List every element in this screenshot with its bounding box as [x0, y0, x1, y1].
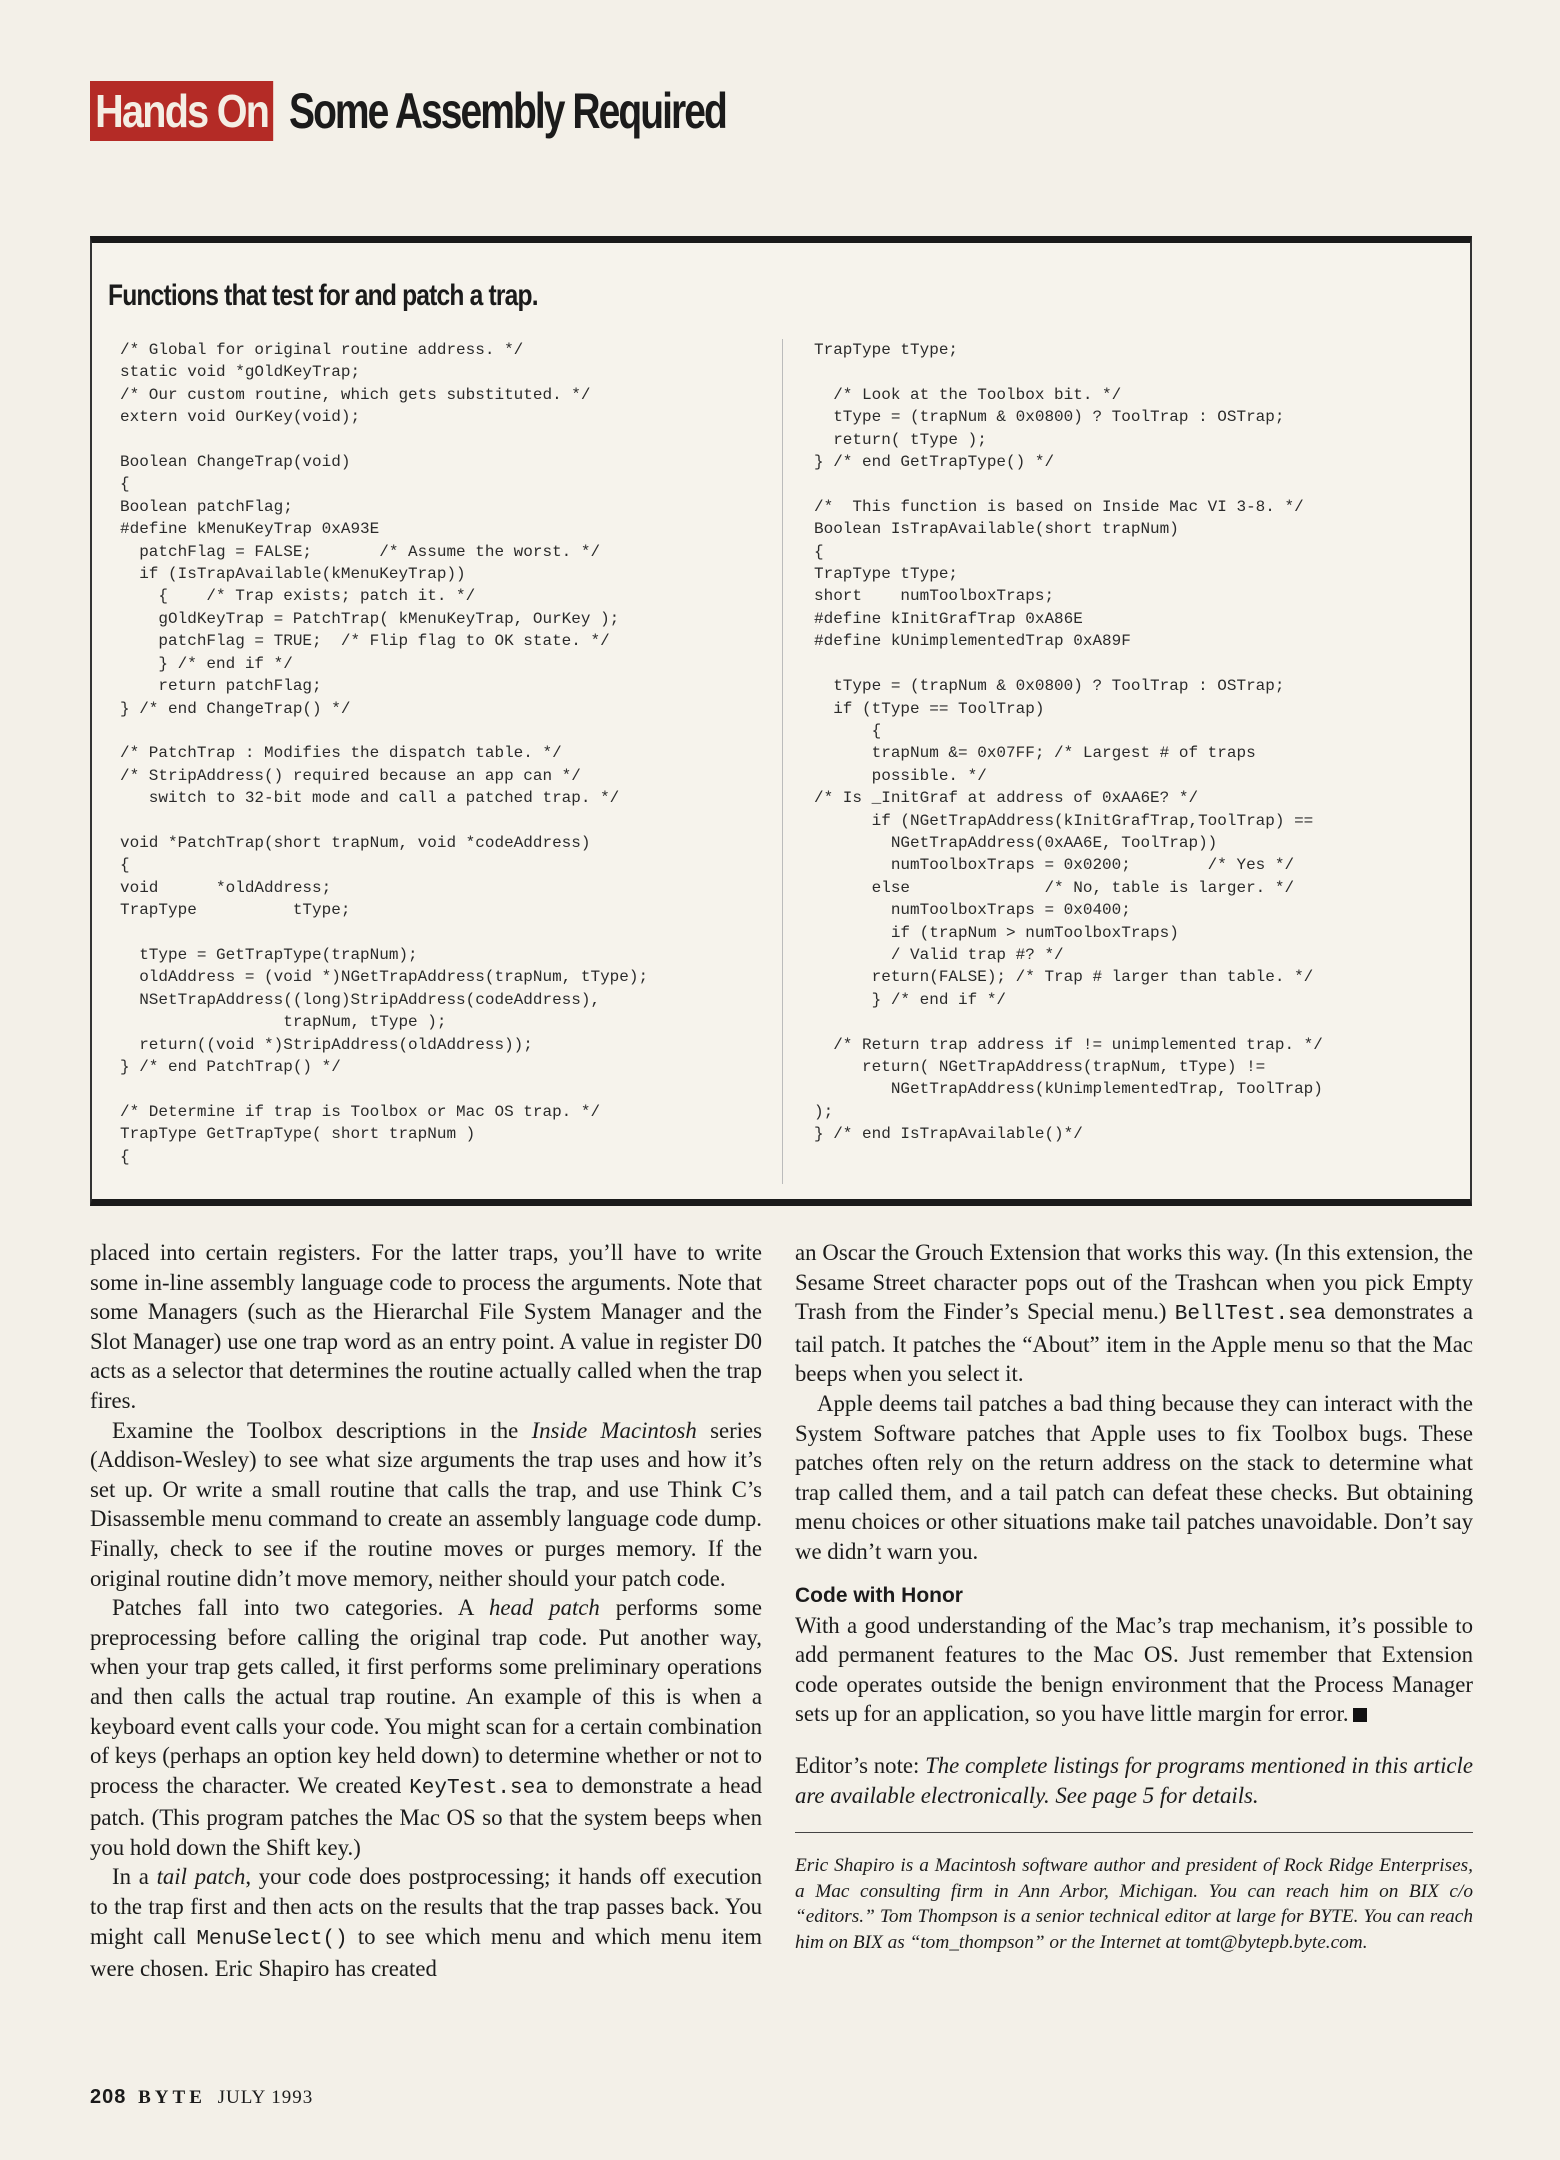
article-column-left	[90, 1238, 762, 1984]
divider	[795, 1832, 1473, 1833]
magazine-name: BYTE	[138, 2087, 206, 2108]
end-of-article-icon	[1353, 1708, 1367, 1722]
issue-date: JULY 1993	[217, 2087, 314, 2108]
code-listing-box	[90, 236, 1472, 1206]
code-listing-left: /* Global for original routine address. */ static void *gOldKeyTrap; /* Our custom routine, which gets substituted. */ extern void OurKey(void); Boolean ChangeTrap(void) { Boolean patchFlag; #define kMenuKeyTrap 0xA93E patchFlag = FALSE; /* Assume the worst. */ if (IsTrapAvailable(kMenuKeyTrap)) { /* Trap exists; patch it. */ gOldKeyTrap = PatchTrap( kMenuKeyTrap, OurKey ); patchFlag = TRUE; /* Flip flag to OK state. */ } /* end if */ return patchFlag; } /* end ChangeTrap() */ /* PatchTrap : Modifies the dispatch table. */ /* StripAddress() required because an app can */ switch to 32-bit mode and call a patched trap. */ void *PatchTrap(short trapNum, void *codeAddress) { void *oldAddress; TrapType tType; tType = GetTrapType(trapNum); oldAddress = (void *)NGetTrapAddress(trapNum, tType); NSetTrapAddress((long)StripAddress(codeAddress), trapNum, tType ); return((void *)StripAddress(oldAddress)); } /* end PatchTrap() */ /* Determine if trap is Toolbox or Mac OS trap. */ TrapType GetTrapType( short trapNum ) {	[120, 341, 649, 1166]
paragraph: an Oscar the Grouch Extension that works this way. (In this extension, the Sesame Street character pops out of the Trashcan when you pick Empty Trash from the Finder’s Special menu.) BellTest.sea demonstrates a tail patch. It patches the “About” item in the Apple menu so that the Mac beeps when you select it.	[795, 1240, 1473, 1387]
section-title: Some Assembly Required	[289, 83, 727, 139]
subheading: Code with Honor	[795, 1583, 963, 1607]
paragraph: Examine the Toolbox descriptions in the Inside Macintosh series (Addison-Wesley) to see what size arguments the trap uses and how it’s set up. Or write a small routine that calls the trap, and use Think C’s Disassemble menu command to create an assembly language code dump. Finally, check to see if the routine moves or purges memory. If the original routine didn’t move memory, neither should your patch code.	[90, 1417, 762, 1591]
section-badge: Hands On	[90, 81, 273, 141]
paragraph: In a tail patch, your code does postprocessing; it hands off execution to the trap first and then acts on the results that the trap passes back. You might call MenuSelect() to see which menu and which menu item were chosen. Eric Shapiro has created	[90, 1864, 762, 1982]
paragraph: Apple deems tail patches a bad thing because they can interact with the System Software patches that Apple uses to fix Toolbox bugs. These patches often rely on the return address on the stack to determine what trap called them, and a tail patch can defeat these checks. But obtaining menu choices or other situations make tail patches unavoidable. Don’t say we didn’t warn you.	[795, 1390, 1473, 1564]
page-number: 208	[90, 2086, 127, 2108]
article-column-right	[795, 1238, 1473, 1955]
listing-title: Functions that test for and patch a trap.	[108, 279, 538, 312]
editor-note: Editor’s note: The complete listings for programs mentioned in this article are available electronically. See page 5 for details.	[795, 1752, 1473, 1808]
section-header	[90, 80, 849, 142]
code-column-divider	[782, 339, 783, 1184]
paragraph: placed into certain registers. For the latter traps, you’ll have to write some in-line assembly language code to process the arguments. Note that some Managers (such as the Hierarchal File System Manager and the Slot Manager) use one trap word as an entry point. A value in register D0 acts as a selector that determines the routine actually called when the trap fires.	[90, 1240, 762, 1413]
code-listing-right: TrapType tType; /* Look at the Toolbox bit. */ tType = (trapNum & 0x0800) ? ToolTrap : OSTrap; return( tType ); } /* end GetTrapType() */ /* This function is based on Inside Mac VI 3-8. */ Boolean IsTrapAvailable(short trapNum) { TrapType tType; short numToolboxTraps; #define kInitGrafTrap 0xA86E #define kUnimplementedTrap 0xA89F tType = (trapNum & 0x0800) ? ToolTrap : OSTrap; if (tType == ToolTrap) { trapNum &= 0x07FF; /* Largest # of traps possible. */ /* Is _InitGraf at address of 0xAA6E? */ if (NGetTrapAddress(kInitGrafTrap,ToolTrap) == NGetTrapAddress(0xAA6E, ToolTrap)) numToolboxTraps = 0x0200; /* Yes */ else /* No, table is larger. */ numToolboxTraps = 0x0400; if (trapNum > numToolboxTraps) / Valid trap #? */ return(FALSE); /* Trap # larger than table. */ } /* end if */ /* Return trap address if != unimplemented trap. */ return( NGetTrapAddress(trapNum, tType) != NGetTrapAddress(kUnimplementedTrap, ToolTrap) ); } /* end IsTrapAvailable()*/	[814, 341, 1323, 1144]
paragraph: Patches fall into two categories. A head patch performs some preprocessing before calling the original trap code. Put another way, when your trap gets called, it first performs some preliminary operations and then calls the actual trap routine. An example of this is when a keyboard event calls your code. You might scan for a certain combination of keys (perhaps an option key held down) to determine whether or not to process the character. We created KeyTest.sea to demonstrate a head patch. (This program patches the Mac OS so that the system beeps when you hold down the Shift key.)	[90, 1595, 762, 1860]
page-footer	[90, 2086, 313, 2109]
paragraph: With a good understanding of the Mac’s trap mechanism, it’s possible to add permanent features to the Mac OS. Just remember that Extension code operates outside the benign environment that the Process Manager sets up for an application, so you have little margin for error.	[795, 1612, 1473, 1727]
author-bio: Eric Shapiro is a Macintosh software author and president of Rock Ridge Enterprises, a Mac consulting firm in Ann Arbor, Michigan. You can reach him on BIX c/o “editors.” Tom Thompson is a senior technical editor at large for BYTE. You can reach him on BIX as “tom_thompson” or the Internet at tomt@bytepb.byte.com.	[795, 1855, 1473, 1953]
